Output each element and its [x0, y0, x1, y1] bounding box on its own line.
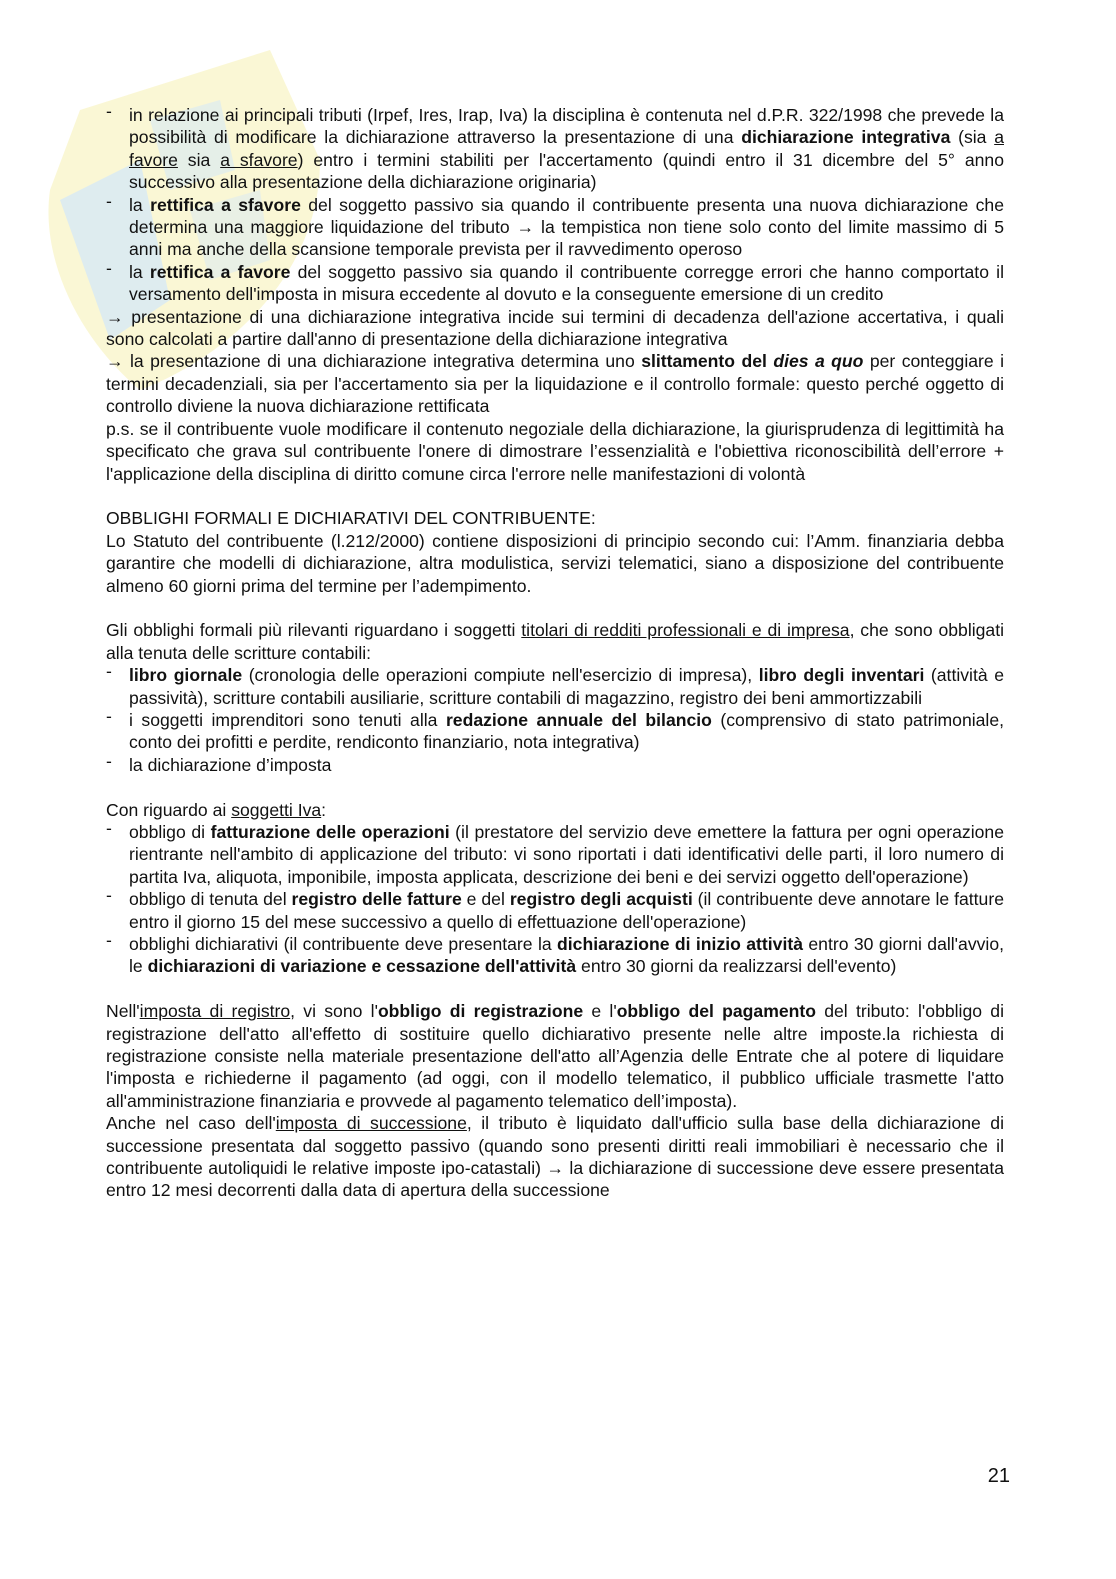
scritture-bullet-list — [106, 664, 1004, 776]
list-item: - libro giornale (cronologia delle operazioni compiute nell'esercizio di impresa), libro degli inventari (attività e passività), scritture contabili ausiliarie, scritture contabili di magazzino, registro dei beni ammortizzabili — [106, 664, 1004, 709]
paragraph: Con riguardo ai soggetti Iva: — [106, 799, 327, 820]
paragraph: Lo Statuto del contribuente (l.212/2000) contiene disposizioni di principio secondo cui: l’Amm. finanziaria debba garantire che modelli di dichiarazione, altra modulistica, servizi telematici, siano a disposizione del contribuente almeno 60 giorni prima del termine per l’adempimento. — [106, 530, 1004, 596]
page-number: 21 — [987, 1465, 1010, 1487]
list-item: - obblighi dichiarativi (il contribuente deve presentare la dichiarazione di inizio attività entro 30 giorni dall'avvio, le dichiarazioni di variazione e cessazione dell'attività entro 30 giorni da realizzarsi dell'evento) — [106, 933, 1004, 978]
list-item: - la rettifica a favore del soggetto passivo sia quando il contribuente corregge errori che hanno comportato il versamento dell'imposta in misura eccedente al dovuto e la conseguente emersione di un credito — [106, 261, 1004, 306]
paragraph: → presentazione di una dichiarazione integrativa incide sui termini di decadenza dell'azione accertativa, i quali sono calcolati a partire dall'anno di presentazione della dichiarazione integrativa — [106, 306, 1004, 350]
iva-bullet-list — [106, 821, 1004, 978]
paragraph: Nell'imposta di registro, vi sono l'obbligo di registrazione e l'obbligo del pagamento del tributo: l'obbligo di registrazione dell'atto all'effetto di sostituire quello dichiarativo presente nelle altre imposte.la richiesta di registrazione consiste nella materiale presentazione dell'atto all’Agenzia delle Entrate che al potere di liquidare l'imposta e richiederne il pagamento (ad oggi, con il modello telematico, il pubblico ufficiale trasmette l'atto all'amministrazione finanziaria e provvede al pagamento telematico dell’imposta). — [106, 1001, 1004, 1111]
list-item: - i soggetti imprenditori sono tenuti alla redazione annuale del bilancio (comprensivo di stato patrimoniale, conto dei profitti e perdite, rendiconto finanziario, nota integrativa) — [106, 709, 1004, 754]
paragraph: p.s. se il contribuente vuole modificare il contenuto negoziale della dichiarazione, la giurisprudenza di legittimità ha specificato che grava sul contribuente l'onere di dimostrare l’essenzialità e l'obiettiva riconoscibilità dell’errore + l'applicazione della disciplina di diritto comune circa l'errore nelle manifestazioni di volontà — [106, 418, 1004, 484]
list-item: - obbligo di fatturazione delle operazioni (il prestatore del servizio deve emettere la fattura per ogni operazione rientrante nell'ambito di applicazione del tributo: vi sono riportati i dati identificativi delle parti, il loro numero di partita Iva, aliquota, imponibile, imposta applicata, descrizione dei beni e dei servizi oggetto dell'operazione) — [106, 821, 1004, 888]
section-heading: OBBLIGHI FORMALI E DICHIARATIVI DEL CONTRIBUENTE: — [106, 508, 596, 529]
list-item: - obbligo di tenuta del registro delle fatture e del registro degli acquisti (il contribuente deve annotare le fatture entro il giorno 15 del mese successivo a quello di effettuazione dell'operazione) — [106, 888, 1004, 933]
list-item: - in relazione ai principali tributi (Irpef, Ires, Irap, Iva) la disciplina è contenuta nel d.P.R. 322/1998 che prevede la possibilità di modificare la dichiarazione attraverso la presentazione di una dichiarazione integrativa (sia a favore sia a sfavore) entro i termini stabiliti per l'accertamento (quindi entro il 31 dicembre del 5° anno successivo alla presentazione della dichiarazione originaria) — [106, 104, 1004, 194]
document-body — [106, 104, 1004, 1202]
integrativa-bullet-list — [106, 104, 1004, 306]
list-item: - la rettifica a sfavore del soggetto passivo sia quando il contribuente presenta una nuova dichiarazione che determina una maggiore liquidazione del tributo → la tempistica non tiene solo conto del limite massimo di 5 anni ma anche della scansione temporale prevista per il ravvedimento operoso — [106, 194, 1004, 261]
paragraph: Gli obblighi formali più rilevanti riguardano i soggetti titolari di redditi professionali e di impresa, che sono obbligati alla tenuta delle scritture contabili: — [106, 620, 1005, 663]
list-item: - la dichiarazione d’imposta — [106, 754, 1004, 776]
paragraph: → la presentazione di una dichiarazione integrativa determina uno slittamento del dies a quo per conteggiare i termini decadenziali, sia per l'accertamento sia per la liquidazione e il controllo formale: questo perché oggetto di controllo diviene la nuova dichiarazione rettificata — [106, 351, 1004, 417]
paragraph: Anche nel caso dell'imposta di successione, il tributo è liquidato dall'ufficio sulla base della dichiarazione di successione presentata dal soggetto passivo (quando sono presenti diritti reali immobiliari è necessario che il contribuente autoliquidi le relative imposte ipo-catastali) → la dichiarazione di successione deve essere presentata entro 12 mesi decorrenti dalla data di apertura della successione — [106, 1113, 1004, 1201]
